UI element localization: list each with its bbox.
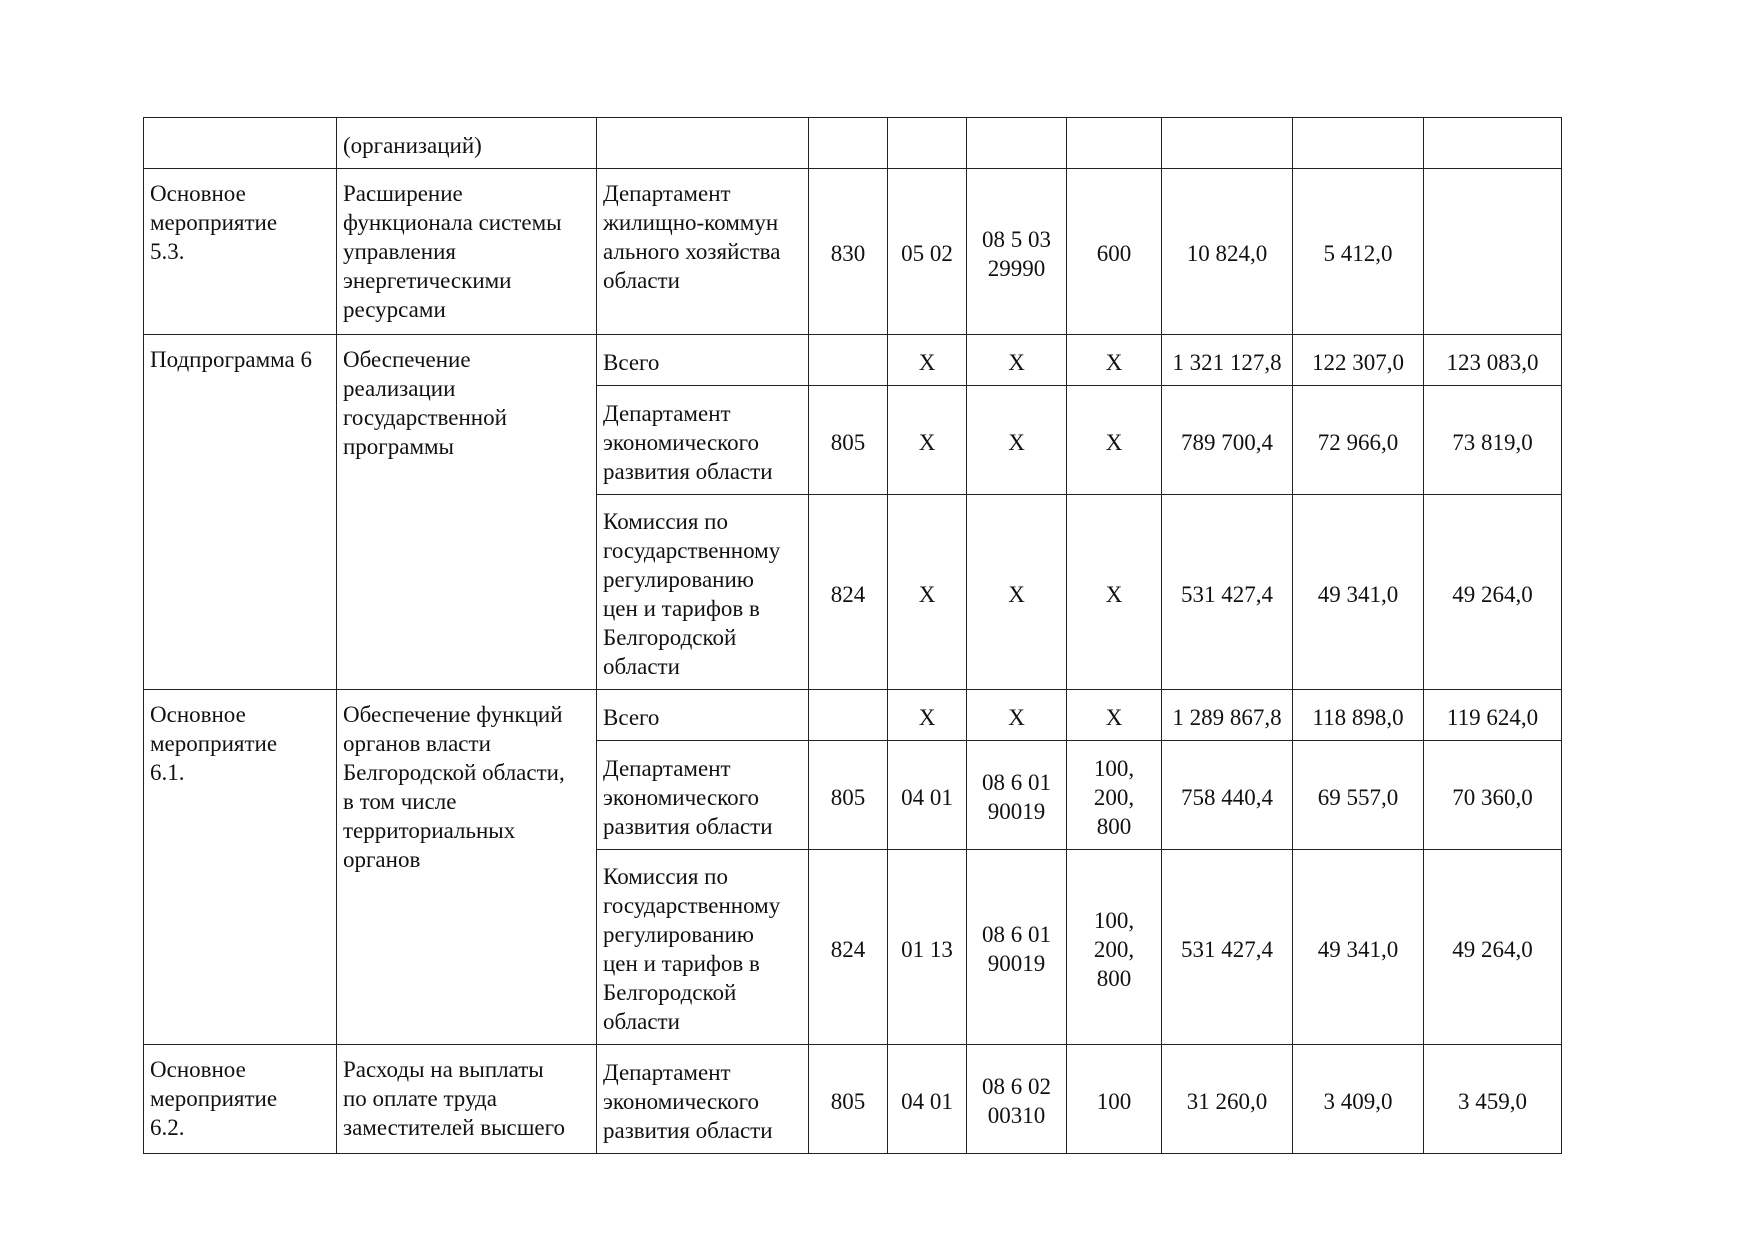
table-cell [1424, 169, 1562, 335]
table-cell [809, 335, 888, 386]
table-cell: 08 5 03 29990 [967, 169, 1067, 335]
table-cell: 72 966,0 [1293, 386, 1424, 495]
table-cell [967, 118, 1067, 169]
table-cell: 824 [809, 850, 888, 1045]
table-cell: 789 700,4 [1162, 386, 1293, 495]
table-cell: 118 898,0 [1293, 690, 1424, 741]
table-cell: 531 427,4 [1162, 495, 1293, 690]
table-cell: Всего [597, 690, 809, 741]
table-cell: 08 6 02 00310 [967, 1045, 1067, 1154]
table-cell: Департамент экономического развития области [597, 386, 809, 495]
table-cell: Расходы на выплаты по оплате труда заместителей высшего [337, 1045, 597, 1154]
budget-table-body [144, 118, 1562, 1154]
table-cell [888, 118, 967, 169]
table-cell: Обеспечение функций органов власти Белгородской области, в том числе территориальных органов [337, 690, 597, 1045]
table-cell: Расширение функционала системы управления энергетическими ресурсами [337, 169, 597, 335]
table-cell: Х [1067, 386, 1162, 495]
table-cell: Комиссия по государственному регулированию цен и тарифов в Белгородской области [597, 850, 809, 1045]
table-cell: 01 13 [888, 850, 967, 1045]
table-cell: 824 [809, 495, 888, 690]
table-cell: Х [967, 690, 1067, 741]
table-cell: Х [967, 495, 1067, 690]
table-cell: Х [1067, 495, 1162, 690]
table-cell: 123 083,0 [1424, 335, 1562, 386]
budget-table [143, 117, 1562, 1154]
table-cell: Основное мероприятие 6.2. [144, 1045, 337, 1154]
table-cell: Департамент экономического развития области [597, 741, 809, 850]
table-cell: (организаций) [337, 118, 597, 169]
measure-6-1-total-row [144, 690, 1562, 741]
table-cell: 600 [1067, 169, 1162, 335]
table-cell: 830 [809, 169, 888, 335]
table-cell: 531 427,4 [1162, 850, 1293, 1045]
table-cell [144, 118, 337, 169]
table-cell: 805 [809, 741, 888, 850]
table-cell: Всего [597, 335, 809, 386]
table-cell: Х [967, 386, 1067, 495]
subprogram-6-total-row [144, 335, 1562, 386]
table-cell: 100, 200, 800 [1067, 741, 1162, 850]
table-cell [809, 690, 888, 741]
table-cell: 1 321 127,8 [1162, 335, 1293, 386]
table-cell: 5 412,0 [1293, 169, 1424, 335]
table-cell: 49 264,0 [1424, 850, 1562, 1045]
table-cell: 04 01 [888, 741, 967, 850]
table-cell: Комиссия по государственному регулированию цен и тарифов в Белгородской области [597, 495, 809, 690]
table-cell: Основное мероприятие 6.1. [144, 690, 337, 1045]
table-cell [1162, 118, 1293, 169]
table-cell: 1 289 867,8 [1162, 690, 1293, 741]
table-cell: Департамент жилищно-коммун ального хозяйства области [597, 169, 809, 335]
continuation-row [144, 118, 1562, 169]
table-cell: 100 [1067, 1045, 1162, 1154]
table-cell: Х [888, 335, 967, 386]
table-cell: Х [1067, 690, 1162, 741]
measure-6-2-row [144, 1045, 1562, 1154]
table-cell: Подпрограмма 6 [144, 335, 337, 690]
table-cell: 805 [809, 1045, 888, 1154]
table-cell: 08 6 01 90019 [967, 850, 1067, 1045]
table-cell: 49 341,0 [1293, 850, 1424, 1045]
table-cell: 122 307,0 [1293, 335, 1424, 386]
table-cell: 805 [809, 386, 888, 495]
table-cell: 119 624,0 [1424, 690, 1562, 741]
table-cell: Департамент экономического развития области [597, 1045, 809, 1154]
table-cell [1067, 118, 1162, 169]
table-cell: Х [888, 386, 967, 495]
table-cell: 04 01 [888, 1045, 967, 1154]
table-cell: Х [967, 335, 1067, 386]
table-cell: Х [888, 495, 967, 690]
table-cell: 70 360,0 [1424, 741, 1562, 850]
table-cell: 3 409,0 [1293, 1045, 1424, 1154]
table-cell: 69 557,0 [1293, 741, 1424, 850]
table-cell [1424, 118, 1562, 169]
table-cell: 3 459,0 [1424, 1045, 1562, 1154]
measure-5-3-row [144, 169, 1562, 335]
table-cell [1293, 118, 1424, 169]
table-cell: Х [888, 690, 967, 741]
table-cell: Обеспечение реализации государственной программы [337, 335, 597, 690]
table-cell: 100, 200, 800 [1067, 850, 1162, 1045]
table-cell: 08 6 01 90019 [967, 741, 1067, 850]
table-cell: 73 819,0 [1424, 386, 1562, 495]
table-cell [809, 118, 888, 169]
table-cell: Х [1067, 335, 1162, 386]
table-cell: Основное мероприятие 5.3. [144, 169, 337, 335]
table-cell: 49 341,0 [1293, 495, 1424, 690]
table-cell [597, 118, 809, 169]
table-cell: 05 02 [888, 169, 967, 335]
table-cell: 10 824,0 [1162, 169, 1293, 335]
table-cell: 31 260,0 [1162, 1045, 1293, 1154]
table-cell: 49 264,0 [1424, 495, 1562, 690]
table-cell: 758 440,4 [1162, 741, 1293, 850]
